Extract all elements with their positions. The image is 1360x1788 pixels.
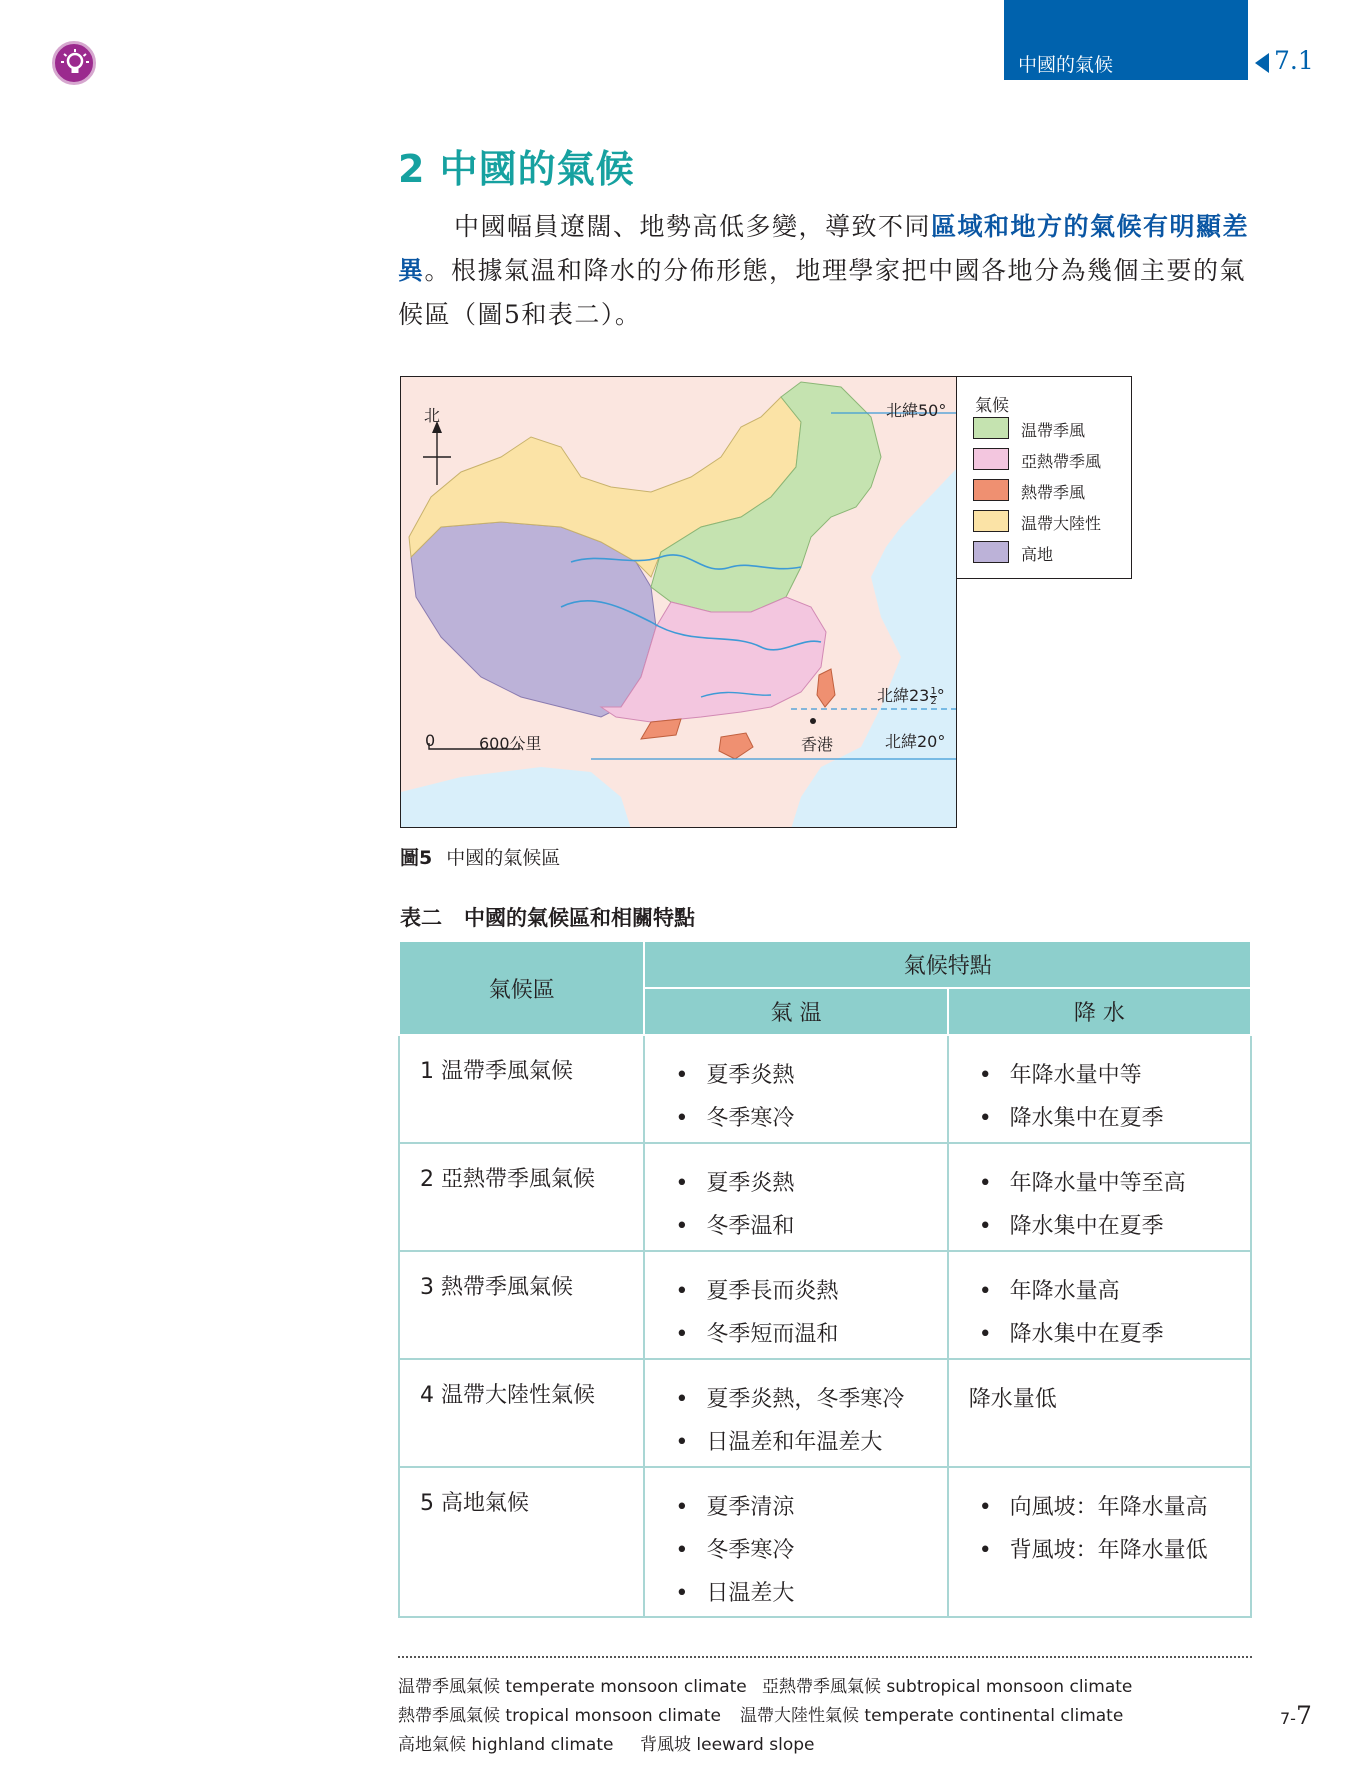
glossary-zh: 温帶季風氣候 <box>398 1677 500 1697</box>
cell-temp <box>644 1467 947 1617</box>
list-item: • 冬季短而温和 <box>675 1313 926 1356</box>
legend-label: 高地 <box>1021 545 1054 564</box>
list-item: • 夏季清涼 <box>675 1486 926 1529</box>
precip-text: 降水量低 <box>968 1387 1057 1412</box>
list-item: • 夏季炎熱，冬季寒冷 <box>675 1378 926 1421</box>
legend-title: 氣候 <box>975 396 1009 416</box>
glossary-en: leeward slope <box>696 1735 815 1755</box>
glossary-zh: 背風坡 <box>640 1735 691 1755</box>
page-number-prefix: 7- <box>1280 1709 1296 1728</box>
cell-temp <box>644 1359 947 1467</box>
page-number-value: 7 <box>1295 1701 1312 1730</box>
table-row <box>399 1143 1251 1251</box>
lat-23-numerator: 1 <box>930 686 937 697</box>
list-item: • 夏季長而炎熱 <box>675 1270 926 1313</box>
list-item: • 冬季寒冷 <box>675 1097 926 1140</box>
header-precip: 降 水 <box>948 988 1251 1035</box>
climate-map <box>400 376 957 828</box>
lightbulb-icon <box>52 41 96 85</box>
legend-label: 熱帶季風 <box>1021 483 1086 502</box>
glossary-en: tropical monsoon climate <box>505 1706 721 1726</box>
glossary-en: temperate monsoon climate <box>505 1677 747 1697</box>
glossary-item <box>740 1701 1123 1726</box>
legend-label: 温帶季風 <box>1021 421 1086 440</box>
glossary-divider <box>398 1656 1252 1658</box>
figure-number: 圖5 <box>400 847 433 869</box>
section-arrow-icon <box>1255 53 1269 73</box>
glossary-item <box>762 1672 1132 1697</box>
glossary-zh: 亞熱帶季風氣候 <box>762 1677 881 1697</box>
list-item: • 年降水量中等 <box>979 1054 1230 1097</box>
list-item: • 降水集中在夏季 <box>979 1205 1230 1248</box>
glossary-zh: 熱帶季風氣候 <box>398 1706 500 1726</box>
lat-23-denominator: 2 <box>930 696 937 707</box>
intro-paragraph <box>398 205 1258 337</box>
cell-precip <box>948 1359 1251 1467</box>
list-item: • 冬季寒冷 <box>675 1529 926 1572</box>
legend-label: 温帶大陸性 <box>1021 514 1102 533</box>
legend-swatch <box>973 448 1009 470</box>
header-features: 氣候特點 <box>644 941 1251 988</box>
section-number: 7.1 <box>1274 46 1314 75</box>
list-item: • 夏季炎熱 <box>675 1054 926 1097</box>
glossary-zh: 高地氣候 <box>398 1735 466 1755</box>
scale-600-label: 600公里 <box>479 734 542 753</box>
lat-23-degree: ° <box>936 686 945 705</box>
table-row <box>399 1467 1251 1617</box>
cell-precip <box>948 1143 1251 1251</box>
glossary-en: highland climate <box>471 1735 614 1755</box>
legend-swatch <box>973 541 1009 563</box>
list-item: • 背風坡：年降水量低 <box>979 1529 1230 1572</box>
cell-region: 3 熱帶季風氣候 <box>399 1251 644 1359</box>
table-caption <box>400 902 695 932</box>
table-header-row <box>399 941 1251 988</box>
lat-20-label: 北緯20° <box>885 732 946 751</box>
scale-zero-label: 0 <box>425 731 436 750</box>
legend-swatch <box>973 510 1009 532</box>
legend-swatch <box>973 479 1009 501</box>
list-item: • 降水集中在夏季 <box>979 1097 1230 1140</box>
table-number: 表二 <box>400 906 442 930</box>
figure-caption <box>400 843 560 870</box>
north-label: 北 <box>424 406 441 425</box>
section-title: 2 中國的氣候 <box>398 147 635 191</box>
figure-caption-text: 中國的氣候區 <box>446 847 561 869</box>
legend-swatch <box>973 417 1009 439</box>
page-number <box>1280 1701 1312 1730</box>
glossary-zh: 温帶大陸性氣候 <box>740 1706 859 1726</box>
glossary-item <box>398 1701 721 1726</box>
para-text-b: 。根據氣温和降水的分佈形態，地理學家把中國各地分為幾個主要的氣候區（圖5和表二）。 <box>398 256 1247 329</box>
cell-region: 5 高地氣候 <box>399 1467 644 1617</box>
cell-temp <box>644 1251 947 1359</box>
cell-precip <box>948 1251 1251 1359</box>
para-highlight: 區域和地方的氣候有明顯差異 <box>398 212 1250 285</box>
table-row <box>399 1251 1251 1359</box>
glossary-item <box>398 1672 747 1697</box>
glossary-en: temperate continental climate <box>864 1706 1124 1726</box>
cell-temp <box>644 1143 947 1251</box>
map-legend <box>956 376 1132 579</box>
list-item: • 年降水量高 <box>979 1270 1230 1313</box>
climate-table <box>398 940 1252 1618</box>
header-temp: 氣 温 <box>644 988 947 1035</box>
list-item: • 年降水量中等至高 <box>979 1162 1230 1205</box>
cell-region: 1 温帶季風氣候 <box>399 1035 644 1143</box>
header-region: 氣候區 <box>399 941 644 1035</box>
para-text-a: 中國幅員遼闊、地勢高低多變，導致不同 <box>454 212 932 241</box>
hongkong-dot <box>810 718 816 724</box>
lat-23-text: 北緯23 <box>877 686 930 705</box>
lat-23-label <box>877 683 945 706</box>
cell-region: 2 亞熱帶季風氣候 <box>399 1143 644 1251</box>
list-item: • 夏季炎熱 <box>675 1162 926 1205</box>
list-item: • 日温差大 <box>675 1572 926 1615</box>
hongkong-label: 香港 <box>801 735 834 754</box>
list-item: • 日温差和年温差大 <box>675 1421 926 1464</box>
list-item: • 降水集中在夏季 <box>979 1313 1230 1356</box>
cell-precip <box>948 1035 1251 1143</box>
chapter-title: 中國的氣候 <box>1018 54 1114 76</box>
list-item: • 向風坡：年降水量高 <box>979 1486 1230 1529</box>
map-graphic <box>401 377 957 828</box>
cell-temp <box>644 1035 947 1143</box>
table-row <box>399 1035 1251 1143</box>
glossary-en: subtropical monsoon climate <box>886 1677 1133 1697</box>
cell-precip <box>948 1467 1251 1617</box>
cell-region: 4 温帶大陸性氣候 <box>399 1359 644 1467</box>
lat-50-label: 北緯50° <box>886 401 947 420</box>
glossary-item <box>640 1730 815 1755</box>
list-item: • 冬季温和 <box>675 1205 926 1248</box>
table-row <box>399 1359 1251 1467</box>
glossary-item <box>398 1730 613 1755</box>
legend-label: 亞熱帶季風 <box>1021 452 1102 471</box>
table-caption-text: 中國的氣候區和相關特點 <box>464 906 695 930</box>
